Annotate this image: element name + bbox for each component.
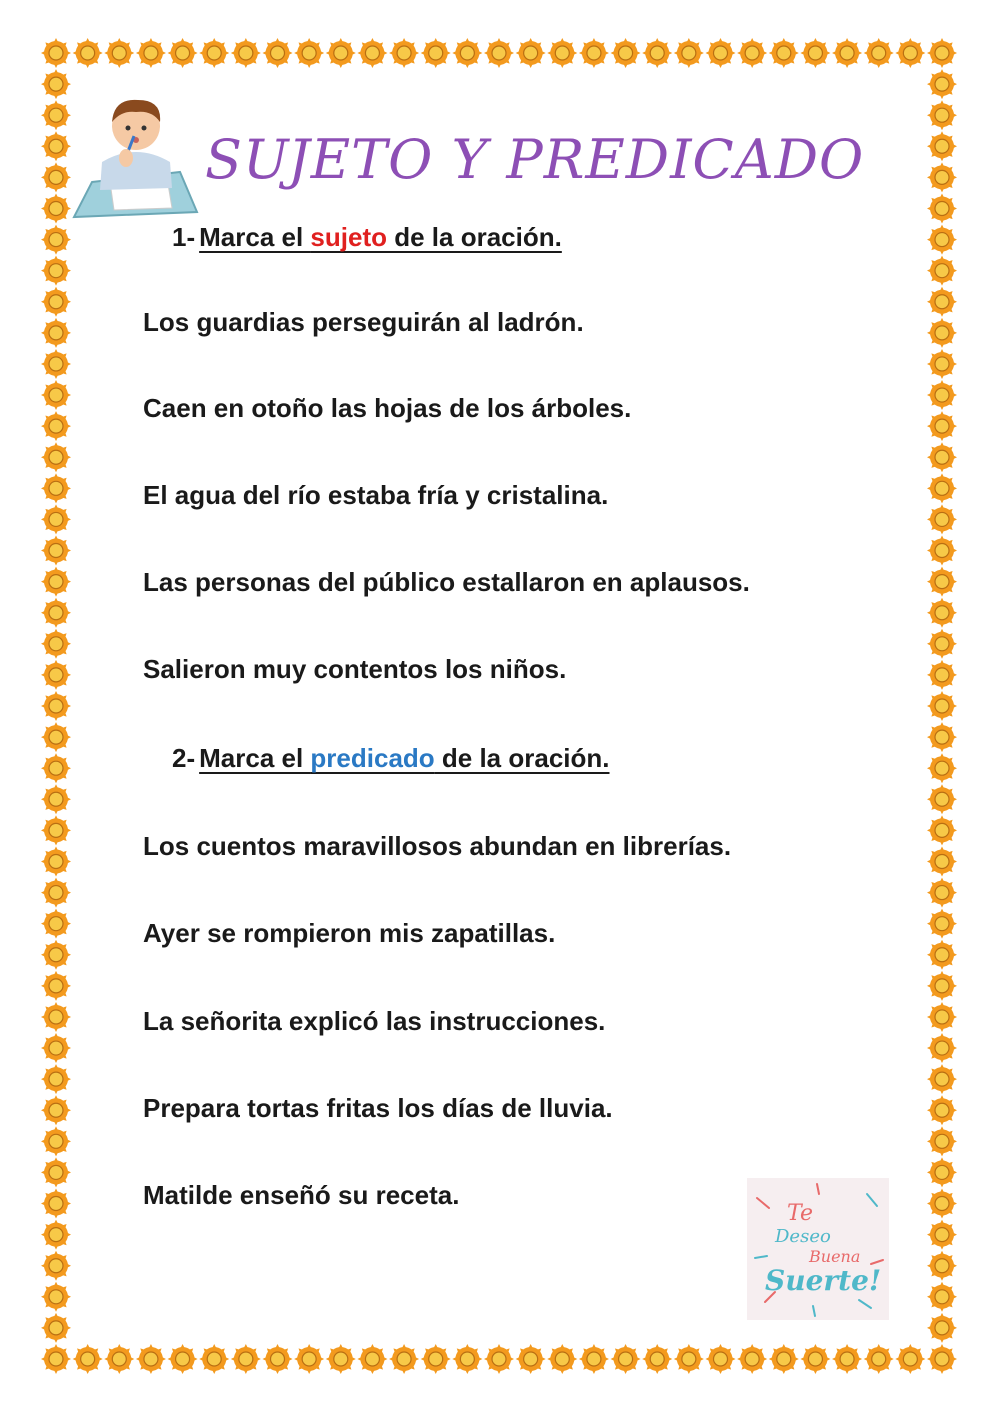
border-flower-icon [263, 1344, 293, 1374]
border-flower-icon [927, 660, 957, 690]
border-flower-icon [927, 691, 957, 721]
border-flower-icon [41, 878, 71, 908]
border-flower-icon [611, 38, 641, 68]
border-flower-icon [927, 1064, 957, 1094]
border-flower-icon [326, 1344, 356, 1374]
border-flower-icon [706, 38, 736, 68]
border-flower-icon [41, 1002, 71, 1032]
border-flower-icon [927, 473, 957, 503]
border-flower-icon [927, 784, 957, 814]
border-flower-icon [927, 1002, 957, 1032]
border-flower-icon [41, 442, 71, 472]
border-flower-icon [579, 1344, 609, 1374]
border-flower-icon [547, 1344, 577, 1374]
border-flower-icon [41, 536, 71, 566]
good-luck-badge [747, 1178, 889, 1320]
border-flower-icon [927, 567, 957, 597]
border-flower-icon [326, 38, 356, 68]
section-1-heading [172, 222, 562, 253]
border-flower-icon [41, 131, 71, 161]
border-flower-icon [41, 846, 71, 876]
border-flower-icon [41, 629, 71, 659]
border-flower-icon [389, 38, 419, 68]
border-flower-icon [927, 1126, 957, 1156]
border-flower-icon [895, 38, 925, 68]
border-flower-icon [927, 753, 957, 783]
badge-line-3: Buena [809, 1247, 861, 1266]
border-flower-icon [231, 38, 261, 68]
border-flower-icon [611, 1344, 641, 1374]
border-flower-icon [800, 38, 830, 68]
border-flower-icon [41, 971, 71, 1001]
sentence-1-3[interactable]: El agua del río estaba fría y cristalina. [143, 480, 609, 510]
border-flower-icon [642, 38, 672, 68]
border-flower-icon [452, 1344, 482, 1374]
sentence-1-4[interactable]: Las personas del público estallaron en aplausos. [143, 567, 750, 597]
section-1-prefix: Marca el [199, 222, 311, 252]
border-flower-icon [41, 1095, 71, 1125]
border-flower-icon [927, 971, 957, 1001]
section-1-suffix: de la oración. [387, 222, 562, 252]
sentence-2-4[interactable]: Prepara tortas fritas los días de lluvia. [143, 1093, 613, 1123]
border-flower-icon [41, 1344, 71, 1374]
border-flower-icon [41, 1126, 71, 1156]
border-flower-icon [516, 1344, 546, 1374]
border-flower-icon [927, 1282, 957, 1312]
border-flower-icon [864, 1344, 894, 1374]
border-flower-icon [927, 225, 957, 255]
border-flower-icon [516, 38, 546, 68]
border-flower-icon [168, 38, 198, 68]
border-flower-icon [263, 38, 293, 68]
border-flower-icon [41, 318, 71, 348]
border-flower-icon [927, 1220, 957, 1250]
border-flower-icon [927, 815, 957, 845]
border-flower-icon [421, 38, 451, 68]
border-flower-icon [484, 1344, 514, 1374]
border-flower-icon [927, 909, 957, 939]
border-flower-icon [41, 567, 71, 597]
border-flower-icon [357, 38, 387, 68]
border-flower-icon [41, 753, 71, 783]
section-2-prefix: Marca el [199, 743, 311, 773]
border-flower-icon [104, 38, 134, 68]
border-flower-icon [41, 256, 71, 286]
border-flower-icon [41, 473, 71, 503]
border-flower-icon [41, 691, 71, 721]
border-flower-icon [41, 349, 71, 379]
border-flower-icon [769, 1344, 799, 1374]
border-flower-icon [864, 38, 894, 68]
border-flower-icon [168, 1344, 198, 1374]
border-flower-icon [927, 940, 957, 970]
border-flower-icon [357, 1344, 387, 1374]
border-flower-icon [136, 1344, 166, 1374]
sentence-2-2[interactable]: Ayer se rompieron mis zapatillas. [143, 918, 556, 948]
border-flower-icon [927, 504, 957, 534]
border-flower-icon [41, 722, 71, 752]
border-flower-icon [800, 1344, 830, 1374]
border-flower-icon [927, 1344, 957, 1374]
border-flower-icon [927, 1157, 957, 1187]
section-2-suffix: de la oración. [434, 743, 610, 773]
section-1-number: 1- [172, 222, 196, 252]
border-flower-icon [927, 629, 957, 659]
border-flower-icon [41, 1157, 71, 1187]
border-flower-icon [41, 1064, 71, 1094]
section-2-keyword: predicado [310, 743, 435, 773]
border-flower-icon [927, 442, 957, 472]
border-flower-icon [927, 69, 957, 99]
border-flower-icon [231, 1344, 261, 1374]
border-flower-icon [41, 504, 71, 534]
border-flower-icon [927, 131, 957, 161]
border-flower-icon [41, 193, 71, 223]
border-flower-icon [642, 1344, 672, 1374]
border-flower-icon [41, 1282, 71, 1312]
border-flower-icon [927, 349, 957, 379]
border-flower-icon [674, 38, 704, 68]
border-flower-icon [389, 1344, 419, 1374]
border-flower-icon [927, 846, 957, 876]
border-flower-icon [41, 815, 71, 845]
border-flower-icon [41, 225, 71, 255]
border-flower-icon [452, 38, 482, 68]
border-flower-icon [41, 1220, 71, 1250]
border-flower-icon [421, 1344, 451, 1374]
thinking-boy-at-desk-icon [72, 92, 200, 222]
border-flower-icon [41, 940, 71, 970]
border-flower-icon [832, 38, 862, 68]
border-flower-icon [41, 380, 71, 410]
border-flower-icon [41, 69, 71, 99]
sentence-1-5[interactable]: Salieron muy contentos los niños. [143, 654, 567, 684]
border-flower-icon [41, 162, 71, 192]
border-flower-icon [927, 256, 957, 286]
border-flower-icon [41, 784, 71, 814]
border-flower-icon [41, 287, 71, 317]
border-flower-icon [41, 1189, 71, 1219]
border-flower-icon [41, 1313, 71, 1343]
border-flower-icon [927, 536, 957, 566]
border-flower-icon [737, 1344, 767, 1374]
border-flower-icon [927, 722, 957, 752]
border-flower-icon [41, 1251, 71, 1281]
sentence-2-3[interactable]: La señorita explicó las instrucciones. [143, 1006, 606, 1036]
border-flower-icon [41, 909, 71, 939]
border-flower-icon [41, 38, 71, 68]
border-flower-icon [927, 318, 957, 348]
border-flower-icon [294, 38, 324, 68]
page-title: SUJETO Y PREDICADO [205, 128, 865, 191]
border-flower-icon [41, 598, 71, 628]
border-flower-icon [927, 598, 957, 628]
sentence-1-2[interactable]: Caen en otoño las hojas de los árboles. [143, 393, 632, 423]
badge-line-2: Deseo [775, 1226, 831, 1247]
border-flower-icon [706, 1344, 736, 1374]
badge-line-1: Te [787, 1201, 813, 1226]
sentence-2-1[interactable]: Los cuentos maravillosos abundan en librerías. [143, 831, 732, 861]
border-flower-icon [927, 38, 957, 68]
border-flower-icon [547, 38, 577, 68]
border-flower-icon [41, 100, 71, 130]
section-2-number: 2- [172, 743, 196, 773]
border-flower-icon [41, 660, 71, 690]
border-flower-icon [927, 100, 957, 130]
border-flower-icon [927, 1251, 957, 1281]
border-flower-icon [927, 287, 957, 317]
border-flower-icon [927, 162, 957, 192]
border-flower-icon [199, 38, 229, 68]
border-flower-icon [927, 380, 957, 410]
border-flower-icon [674, 1344, 704, 1374]
border-flower-icon [484, 38, 514, 68]
border-flower-icon [927, 1189, 957, 1219]
border-flower-icon [41, 1033, 71, 1063]
section-1-keyword: sujeto [310, 222, 387, 252]
border-flower-icon [927, 1033, 957, 1063]
border-flower-icon [136, 38, 166, 68]
border-flower-icon [895, 1344, 925, 1374]
border-flower-icon [41, 411, 71, 441]
sentence-2-5[interactable]: Matilde enseñó su receta. [143, 1180, 460, 1210]
border-flower-icon [104, 1344, 134, 1374]
border-flower-icon [579, 38, 609, 68]
border-flower-icon [73, 38, 103, 68]
border-flower-icon [927, 1313, 957, 1343]
border-flower-icon [927, 878, 957, 908]
border-flower-icon [737, 38, 767, 68]
border-flower-icon [927, 193, 957, 223]
border-flower-icon [927, 411, 957, 441]
section-2-heading [172, 743, 610, 774]
sentence-1-1[interactable]: Los guardias perseguirán al ladrón. [143, 307, 584, 337]
border-flower-icon [769, 38, 799, 68]
border-flower-icon [927, 1095, 957, 1125]
border-flower-icon [832, 1344, 862, 1374]
border-flower-icon [294, 1344, 324, 1374]
border-flower-icon [73, 1344, 103, 1374]
badge-line-4: Suerte! [765, 1264, 882, 1297]
border-flower-icon [199, 1344, 229, 1374]
